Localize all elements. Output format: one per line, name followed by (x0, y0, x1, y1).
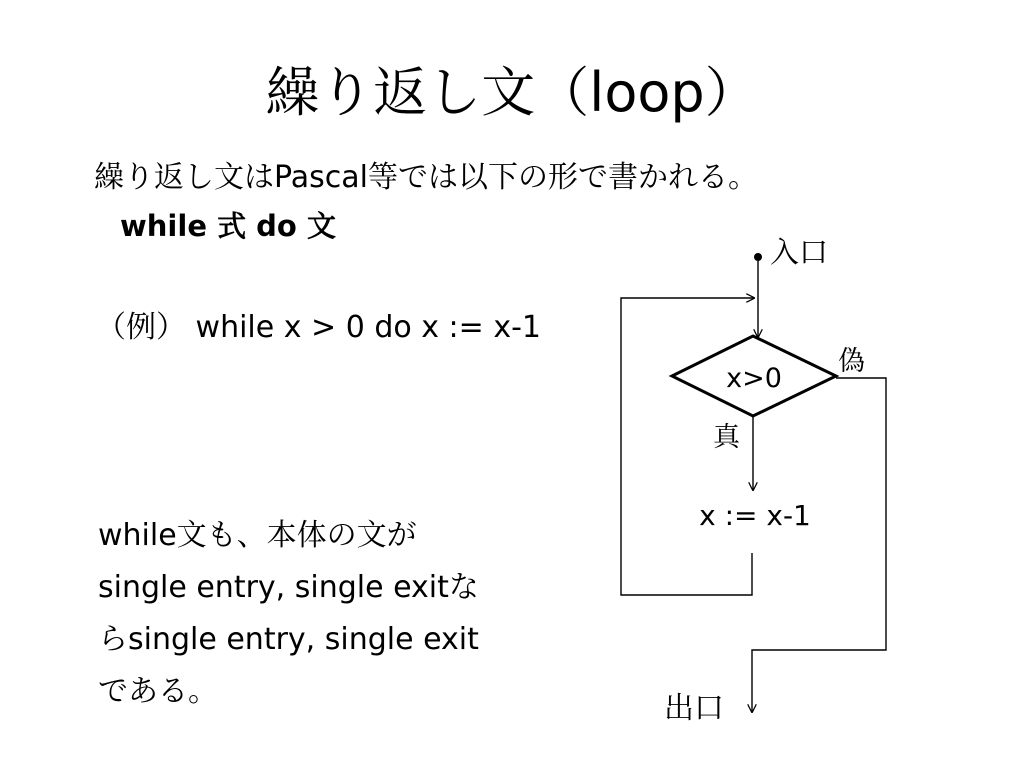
example-code: （例） while x > 0 do x := x-1 (96, 310, 542, 345)
condition-label: x>0 (726, 363, 782, 394)
note-line: らsingle entry, single exit (98, 622, 479, 657)
exit-label: 出口 (664, 691, 724, 726)
note-line: single entry, single exitな (98, 570, 479, 605)
note-line: while文も、本体の文が (98, 518, 417, 553)
entry-point (754, 253, 762, 261)
note-line: である。 (98, 674, 218, 709)
while-syntax: while 式 do 文 (120, 209, 336, 243)
slide-title: 繰り返し文（loop） (265, 61, 759, 124)
true-label: 真 (713, 422, 740, 453)
false-label: 偽 (838, 346, 865, 377)
body-statement: x := x-1 (699, 499, 811, 532)
intro-text: 繰り返し文はPascal等では以下の形で書かれる。 (94, 160, 758, 195)
exit-arrow (752, 378, 886, 712)
entry-label: 入口 (770, 235, 829, 269)
